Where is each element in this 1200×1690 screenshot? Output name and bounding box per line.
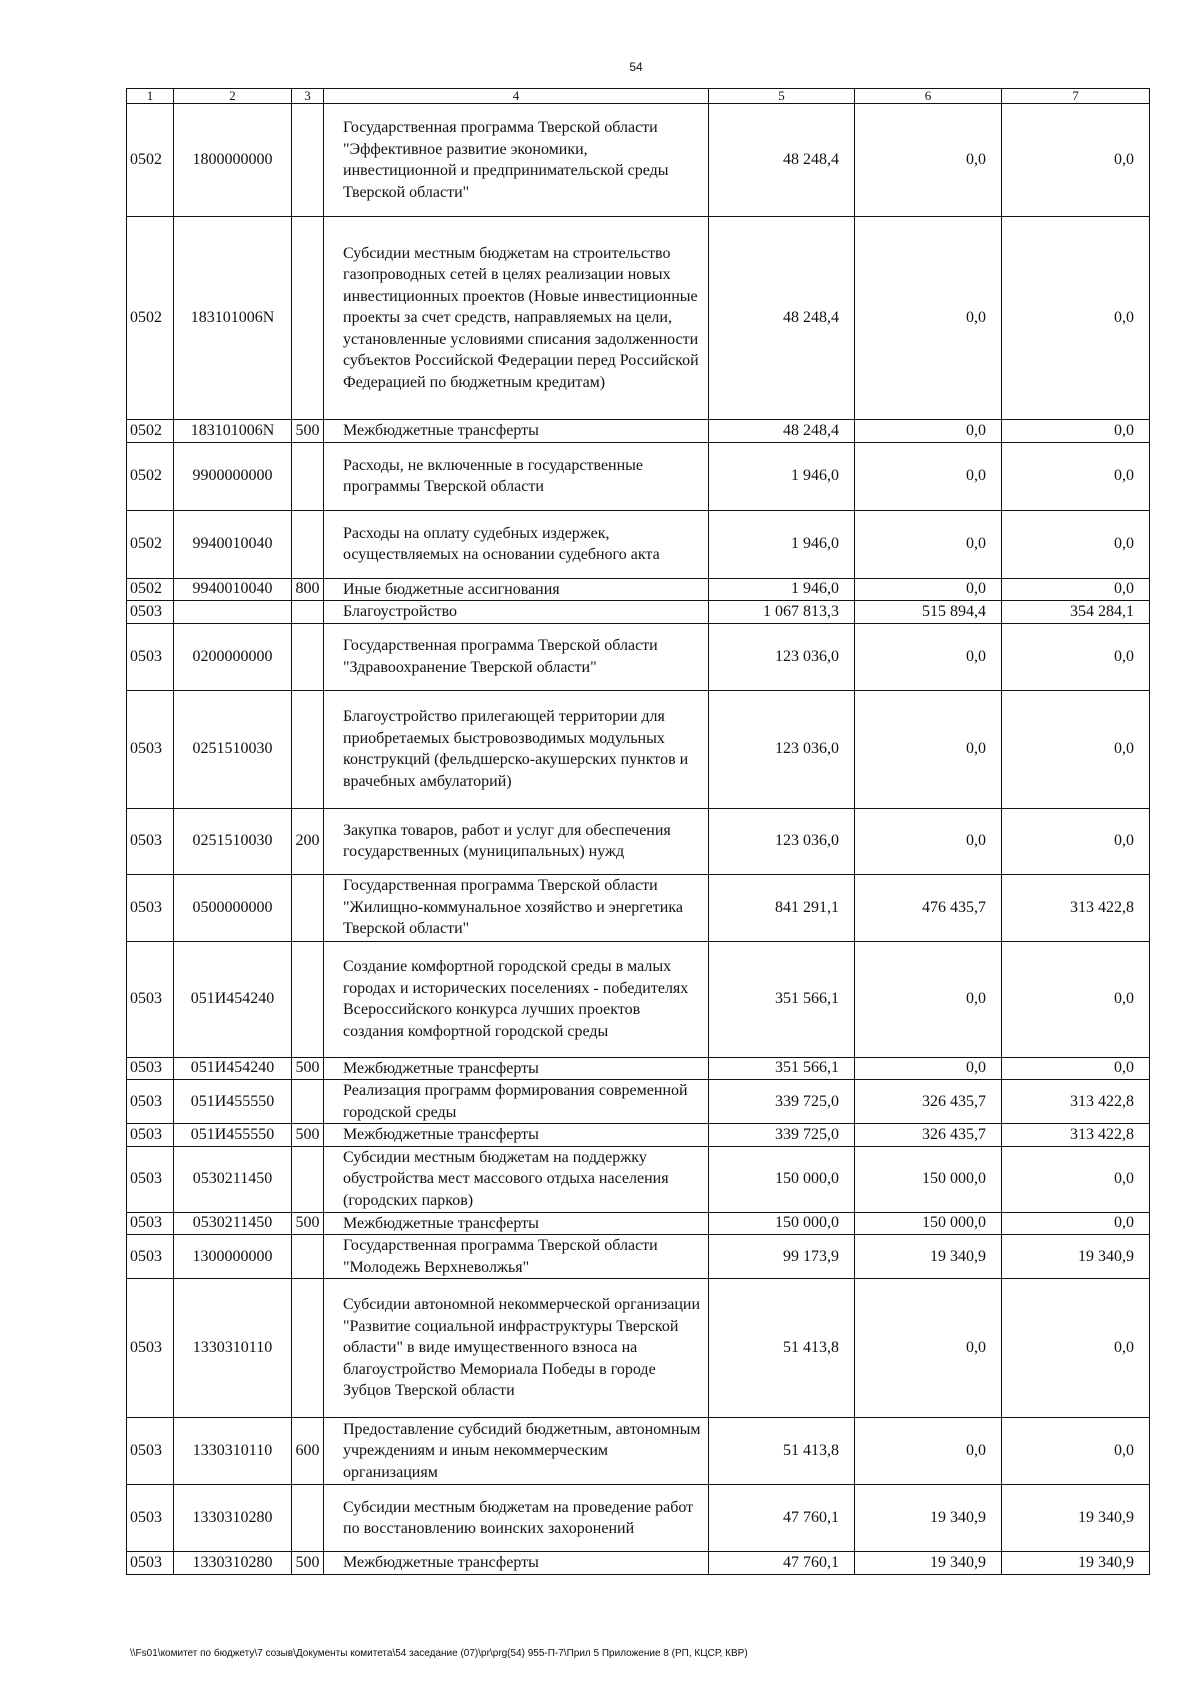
csr-cell: 051И454240 (174, 1057, 292, 1080)
amount-cell: 326 435,7 (855, 1124, 1002, 1147)
table-row (127, 442, 1150, 510)
table-row (127, 1235, 1150, 1279)
table-row (127, 1057, 1150, 1080)
name-cell: Субсидии автономной некоммерческой организации "Развитие социальной инфраструктуры Тверской области" в виде имущественного взноса на благоустройство Мемориала Победы в городе Зубцов Тверской области (324, 1279, 709, 1418)
vr-cell (292, 601, 324, 624)
column-header: 7 (1002, 89, 1150, 104)
amount-cell: 1 946,0 (709, 442, 855, 510)
amount-cell: 0,0 (855, 941, 1002, 1057)
amount-cell: 339 725,0 (709, 1080, 855, 1124)
amount-cell: 1 067 813,3 (709, 601, 855, 624)
table-row (127, 690, 1150, 808)
razdel-cell: 0503 (127, 874, 174, 941)
amount-cell: 123 036,0 (709, 690, 855, 808)
amount-cell: 0,0 (855, 442, 1002, 510)
csr-cell: 1800000000 (174, 104, 292, 217)
table-row (127, 601, 1150, 624)
vr-cell (292, 104, 324, 217)
amount-cell: 0,0 (1002, 941, 1150, 1057)
amount-cell: 841 291,1 (709, 874, 855, 941)
vr-cell (292, 510, 324, 578)
vr-cell (292, 1485, 324, 1552)
amount-cell: 1 946,0 (709, 510, 855, 578)
amount-cell: 515 894,4 (855, 601, 1002, 624)
amount-cell: 0,0 (1002, 510, 1150, 578)
column-header: 5 (709, 89, 855, 104)
column-header: 2 (174, 89, 292, 104)
amount-cell: 1 946,0 (709, 578, 855, 601)
csr-cell: 1300000000 (174, 1235, 292, 1279)
amount-cell: 0,0 (1002, 1146, 1150, 1212)
csr-cell: 0500000000 (174, 874, 292, 941)
amount-cell: 123 036,0 (709, 808, 855, 874)
amount-cell: 339 725,0 (709, 1124, 855, 1147)
table-row (127, 217, 1150, 420)
razdel-cell: 0503 (127, 1485, 174, 1552)
csr-cell: 051И455550 (174, 1080, 292, 1124)
table-row (127, 1212, 1150, 1235)
amount-cell: 0,0 (855, 808, 1002, 874)
column-header: 6 (855, 89, 1002, 104)
amount-cell: 313 422,8 (1002, 1124, 1150, 1147)
name-cell: Государственная программа Тверской области "Жилищно-коммунальное хозяйство и энергетика Тверской области" (324, 874, 709, 941)
table-row (127, 1552, 1150, 1575)
razdel-cell: 0503 (127, 690, 174, 808)
amount-cell: 0,0 (1002, 217, 1150, 420)
page-number: 54 (629, 60, 643, 74)
table-row (127, 1146, 1150, 1212)
amount-cell: 313 422,8 (1002, 874, 1150, 941)
column-header: 4 (324, 89, 709, 104)
razdel-cell: 0503 (127, 1235, 174, 1279)
razdel-cell: 0503 (127, 941, 174, 1057)
razdel-cell: 0502 (127, 217, 174, 420)
name-cell: Расходы, не включенные в государственные программы Тверской области (324, 442, 709, 510)
amount-cell: 0,0 (1002, 808, 1150, 874)
name-cell: Субсидии местным бюджетам на строительство газопроводных сетей в целях реализации новых инвестиционных проектов (Новые инвестиционные проекты за счет средств, направляемых на цели, установленные условиями списания задолженности субъектов Российской Федерации перед Российской Федерацией по бюджетным кредитам) (324, 217, 709, 420)
csr-cell: 051И454240 (174, 941, 292, 1057)
table-row (127, 1418, 1150, 1485)
name-cell: Межбюджетные трансферты (324, 1552, 709, 1575)
razdel-cell: 0503 (127, 1212, 174, 1235)
amount-cell: 0,0 (1002, 104, 1150, 217)
amount-cell: 19 340,9 (855, 1552, 1002, 1575)
csr-cell: 9900000000 (174, 442, 292, 510)
csr-cell: 183101006N (174, 217, 292, 420)
table-row (127, 941, 1150, 1057)
amount-cell: 150 000,0 (855, 1212, 1002, 1235)
name-cell: Реализация программ формирования современной городской среды (324, 1080, 709, 1124)
amount-cell: 51 413,8 (709, 1418, 855, 1485)
amount-cell: 0,0 (855, 217, 1002, 420)
csr-cell: 9940010040 (174, 510, 292, 578)
amount-cell: 0,0 (855, 690, 1002, 808)
name-cell: Межбюджетные трансферты (324, 420, 709, 443)
table-row (127, 1485, 1150, 1552)
table-row (127, 104, 1150, 217)
vr-cell (292, 1235, 324, 1279)
name-cell: Субсидии местным бюджетам на поддержку обустройства мест массового отдыха населения (городских парков) (324, 1146, 709, 1212)
name-cell: Субсидии местным бюджетам на проведение работ по восстановлению воинских захоронений (324, 1485, 709, 1552)
amount-cell: 19 340,9 (855, 1235, 1002, 1279)
name-cell: Благоустройство (324, 601, 709, 624)
amount-cell: 0,0 (1002, 578, 1150, 601)
table-row (127, 808, 1150, 874)
csr-cell: 183101006N (174, 420, 292, 443)
budget-table (126, 88, 1150, 1575)
amount-cell: 0,0 (855, 104, 1002, 217)
vr-cell: 500 (292, 1124, 324, 1147)
name-cell: Предоставление субсидий бюджетным, автономным учреждениям и иным некоммерческим организациям (324, 1418, 709, 1485)
csr-cell: 0200000000 (174, 623, 292, 690)
vr-cell (292, 874, 324, 941)
vr-cell (292, 442, 324, 510)
csr-cell: 1330310280 (174, 1485, 292, 1552)
vr-cell: 200 (292, 808, 324, 874)
amount-cell: 0,0 (1002, 442, 1150, 510)
name-cell: Государственная программа Тверской области "Молодежь Верхневолжья" (324, 1235, 709, 1279)
amount-cell: 47 760,1 (709, 1552, 855, 1575)
amount-cell: 19 340,9 (1002, 1235, 1150, 1279)
table-row (127, 1124, 1150, 1147)
razdel-cell: 0503 (127, 1080, 174, 1124)
table-row (127, 578, 1150, 601)
vr-cell: 500 (292, 420, 324, 443)
table-row (127, 510, 1150, 578)
amount-cell: 19 340,9 (1002, 1485, 1150, 1552)
razdel-cell: 0503 (127, 1418, 174, 1485)
amount-cell: 351 566,1 (709, 941, 855, 1057)
razdel-cell: 0502 (127, 104, 174, 217)
vr-cell (292, 1080, 324, 1124)
razdel-cell: 0503 (127, 623, 174, 690)
vr-cell (292, 690, 324, 808)
razdel-cell: 0502 (127, 420, 174, 443)
column-header: 3 (292, 89, 324, 104)
name-cell: Создание комфортной городской среды в малых городах и исторических поселениях - победителях Всероссийского конкурса лучших проектов создания комфортной городской среды (324, 941, 709, 1057)
amount-cell: 0,0 (1002, 1418, 1150, 1485)
amount-cell: 150 000,0 (709, 1212, 855, 1235)
razdel-cell: 0502 (127, 510, 174, 578)
amount-cell: 19 340,9 (855, 1485, 1002, 1552)
vr-cell: 500 (292, 1552, 324, 1575)
razdel-cell: 0502 (127, 578, 174, 601)
razdel-cell: 0503 (127, 1552, 174, 1575)
razdel-cell: 0503 (127, 808, 174, 874)
amount-cell: 354 284,1 (1002, 601, 1150, 624)
amount-cell: 0,0 (1002, 623, 1150, 690)
name-cell: Межбюджетные трансферты (324, 1124, 709, 1147)
amount-cell: 313 422,8 (1002, 1080, 1150, 1124)
razdel-cell: 0503 (127, 1124, 174, 1147)
amount-cell: 0,0 (855, 420, 1002, 443)
vr-cell (292, 217, 324, 420)
amount-cell: 0,0 (855, 623, 1002, 690)
csr-cell: 1330310280 (174, 1552, 292, 1575)
csr-cell: 051И455550 (174, 1124, 292, 1147)
amount-cell: 51 413,8 (709, 1279, 855, 1418)
vr-cell (292, 623, 324, 690)
amount-cell: 0,0 (1002, 1212, 1150, 1235)
amount-cell: 0,0 (855, 1418, 1002, 1485)
name-cell: Благоустройство прилегающей территории для приобретаемых быстровозводимых модульных конструкций (фельдшерско-акушерских пунктов и врачебных амбулаторий) (324, 690, 709, 808)
amount-cell: 123 036,0 (709, 623, 855, 690)
amount-cell: 0,0 (1002, 1279, 1150, 1418)
amount-cell: 48 248,4 (709, 420, 855, 443)
amount-cell: 0,0 (1002, 690, 1150, 808)
razdel-cell: 0502 (127, 442, 174, 510)
razdel-cell: 0503 (127, 1057, 174, 1080)
vr-cell: 500 (292, 1057, 324, 1080)
table-header-row (127, 89, 1150, 104)
csr-cell: 1330310110 (174, 1418, 292, 1485)
csr-cell: 0251510030 (174, 690, 292, 808)
amount-cell: 99 173,9 (709, 1235, 855, 1279)
vr-cell (292, 1146, 324, 1212)
amount-cell: 0,0 (855, 1057, 1002, 1080)
name-cell: Закупка товаров, работ и услуг для обеспечения государственных (муниципальных) нужд (324, 808, 709, 874)
amount-cell: 0,0 (855, 578, 1002, 601)
csr-cell: 0251510030 (174, 808, 292, 874)
table-row (127, 1279, 1150, 1418)
amount-cell: 48 248,4 (709, 104, 855, 217)
amount-cell: 150 000,0 (709, 1146, 855, 1212)
csr-cell: 0530211450 (174, 1212, 292, 1235)
csr-cell: 9940010040 (174, 578, 292, 601)
vr-cell (292, 941, 324, 1057)
amount-cell: 48 248,4 (709, 217, 855, 420)
amount-cell: 19 340,9 (1002, 1552, 1150, 1575)
name-cell: Государственная программа Тверской области "Эффективное развитие экономики, инвестиционной и предпринимательской среды Тверской области" (324, 104, 709, 217)
amount-cell: 0,0 (1002, 420, 1150, 443)
table-row (127, 1080, 1150, 1124)
razdel-cell: 0503 (127, 1279, 174, 1418)
amount-cell: 476 435,7 (855, 874, 1002, 941)
csr-cell: 0530211450 (174, 1146, 292, 1212)
csr-cell (174, 601, 292, 624)
name-cell: Межбюджетные трансферты (324, 1057, 709, 1080)
razdel-cell: 0503 (127, 1146, 174, 1212)
name-cell: Государственная программа Тверской области "Здравоохранение Тверской области" (324, 623, 709, 690)
vr-cell: 500 (292, 1212, 324, 1235)
amount-cell: 0,0 (1002, 1057, 1150, 1080)
column-header: 1 (127, 89, 174, 104)
name-cell: Межбюджетные трансферты (324, 1212, 709, 1235)
table-body (127, 89, 1150, 1575)
vr-cell: 600 (292, 1418, 324, 1485)
amount-cell: 326 435,7 (855, 1080, 1002, 1124)
amount-cell: 0,0 (855, 510, 1002, 578)
amount-cell: 351 566,1 (709, 1057, 855, 1080)
amount-cell: 47 760,1 (709, 1485, 855, 1552)
table-row (127, 623, 1150, 690)
name-cell: Иные бюджетные ассигнования (324, 578, 709, 601)
razdel-cell: 0503 (127, 601, 174, 624)
csr-cell: 1330310110 (174, 1279, 292, 1418)
table-row (127, 874, 1150, 941)
vr-cell: 800 (292, 578, 324, 601)
amount-cell: 0,0 (855, 1279, 1002, 1418)
table-row (127, 420, 1150, 443)
amount-cell: 150 000,0 (855, 1146, 1002, 1212)
footer-file-path: \\Fs01\комитет по бюджету\7 созыв\Документы комитета\54 заседание (07)\pr\prg(54) 955-П-7\Прил 5 Приложение 8 (РП, КЦСР, КВР) (130, 1648, 748, 1659)
name-cell: Расходы на оплату судебных издержек, осуществляемых на основании судебного акта (324, 510, 709, 578)
vr-cell (292, 1279, 324, 1418)
